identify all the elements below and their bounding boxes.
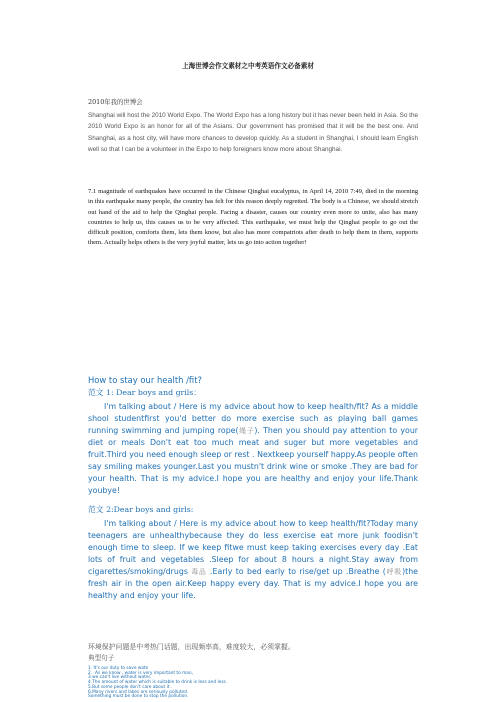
sentence-item: Something must be done to stop the pollution. xyxy=(88,694,189,700)
essay2-text-c: )the fresh air in the open air.Keep happy every day. That is my advice.I hope you are healthy and enjoy your life. xyxy=(88,567,419,601)
health-heading: How to stay our health /fit? xyxy=(88,375,202,385)
essay1-text-b: ). Then you should pay attention to your diet or meals Don't eat too much meat and suger but more vegetables and fruit.Third you need enough sleep or rest . Nextkeep yourself happy.As people often say smiling makes younger.Last you mustn't drink wine or smoke .They are bad for your health. That is my advice.I hope you are healthy and enjoy your life.Thank youbye! xyxy=(88,426,419,496)
essay1-body xyxy=(88,401,418,497)
essay2-text-b: .Early to bed early to rise/get up .Breathe ( xyxy=(206,567,386,577)
sentence-item: 1. It's our duty to save wate xyxy=(88,666,149,671)
sentence-item: 2．As we know , water is very important to man, xyxy=(88,670,194,676)
essay1-label: 范文 1: Dear boys and grils： xyxy=(88,388,202,397)
sentence-item: 4.The amount of water which is suitable to drink is less and less. xyxy=(88,680,228,686)
section-subtitle: 2010年我的世博会 xyxy=(88,98,143,106)
essay2-zh2: 呼吸 xyxy=(385,568,403,577)
essay2-zh1: 毒品 xyxy=(191,568,207,577)
sentence-item: 5.But some people don't care about it . xyxy=(88,684,173,690)
typical-sentences-label: 典型句子 xyxy=(88,654,115,662)
essay2-body xyxy=(88,518,418,602)
essay1-text-a: I'm talking about / Here is my advice about how to keep health/fit? As a middle shool studentfirst you'd better do more exercise such as playing ball games running swimming and jumping rope( xyxy=(88,402,418,436)
expo-paragraph: Shanghai will host the 2010 World Expo. The World Expo has a long history but it has never been held in Asia. So the 2010 World Expo is an honor for all of the Asians. Our government has promised that it will be the best one. And Shanghai, as a host city, will have more chances to develop quickly. As a student in Shanghai, I should learn English well so that I can be a volunteer in the Expo to help foreigners know more about Shanghai. xyxy=(88,112,418,153)
environment-note: 环境保护问题是中考热门话题，出现频率高，难度较大，必须掌握。 xyxy=(88,643,295,651)
essay2-label: 范文 2:Dear boys and girls: xyxy=(88,505,194,514)
page-title: 上海世博会作文素材之中考英语作文必备素材 xyxy=(182,62,314,70)
essay2-text-a: I'm talking about / Here is my advice about how to keep health/fit?Today many teenagers are unhealthybecause they do less exercise eat more junk foodisn't enough time to sleep. If we keep fitwe must keep taking exercises every day .Eat lots of fruit and vegetables .Sleep for about 8 hours a night.Stay away from cigarettes/smoking/drugs xyxy=(88,519,418,577)
sentence-item: 6.Many rivers and lakes are seriously polluted. xyxy=(88,689,189,695)
earthquake-paragraph: 7.1 magnitude of earthquakes have occurred in the Chinese Qinghai eucalyptus, in April 14, 2010 7:49, died in the morning in this earthquake many people, the country has felt for this reason deeply regretted. The body is a Chinese, we should stretch out hand of the aid to help the Qinghai people. Facing a disaster, causes our country even more to unite, also has many countries to help us, this causes us to be very affected. This earthquake, we must help the Qinghai people to go out the difficult position, comforts them, lets them know, but also has more compatriots after death to help them in them, supports them. Actually helps others is the very joyful matter, lets us go into action together! xyxy=(88,188,418,247)
sentence-item: 3.we can't live without water. xyxy=(88,675,152,681)
essay1-zh: 绳子 xyxy=(238,427,255,436)
